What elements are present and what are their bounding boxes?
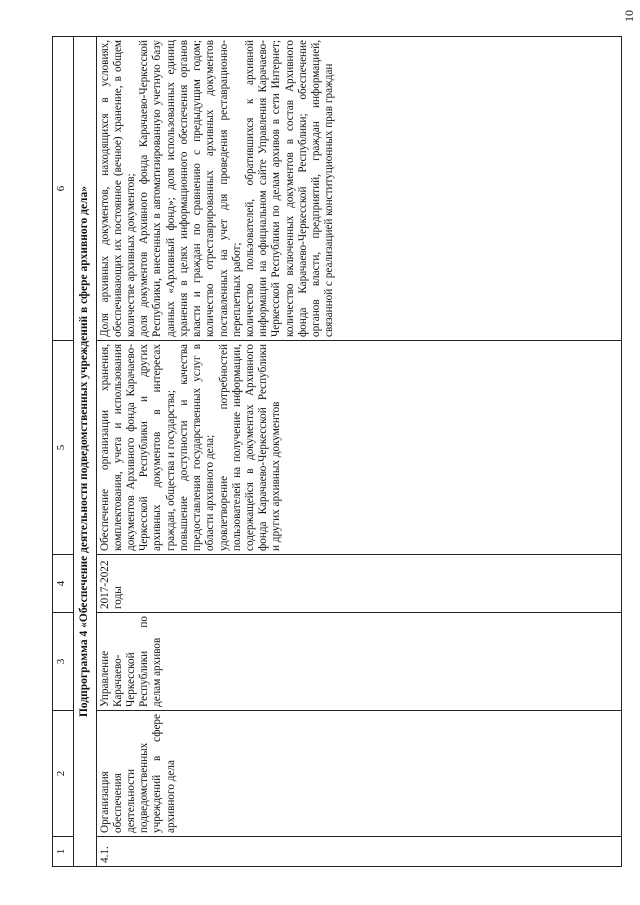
indicator-paragraph: количество пользователей, обратившихся к архивной информации на официальном сайте Управления Карачаево-Черкесской Республики по делам архивов в сети Интернет; количество включенных документов в состав Архивного фонда Карачаево-Черкесской Республики; обеспечение органов власти, предприятий, граждан информацией, связанной с реализацией конституционных прав граждан — [243, 40, 336, 337]
measure-name: Организация обеспечения деятельности подведомственных учреждений в сфере архивного дела — [96, 711, 621, 837]
expected-results — [96, 341, 621, 555]
column-number: 1 — [53, 837, 74, 867]
column-number: 6 — [53, 37, 74, 341]
rotated-page — [52, 37, 617, 867]
result-paragraph: удовлетворение потребностей пользователей на получение информации, содержащейся в документах Архивного фонда Карачаево-Черкесской Республики и других архивных документов — [217, 344, 283, 551]
indicator-paragraph: доля документов Архивного фонда Карачаево-Черкесской Республики, внесенных в автоматизированную учетную базу данных «Архивный фонд»; доля использованных единиц хранения в целях информационного обеспечения органов власти и граждан по сравнению с предыдущим годом; количество отреставрированных архивных документов поставленных на учет для проведения реставрационно-переплетных работ; — [138, 40, 243, 337]
result-paragraph: повышение доступности и качества предоставления государственных услуг в области архивного дела; — [177, 344, 217, 551]
section-row — [74, 37, 97, 867]
row-number: 4.1. — [96, 837, 621, 867]
table-row — [96, 37, 621, 867]
section-title: Подпрограмма 4 «Обеспечение деятельности подведомственных учреждений в сфере архивного дела» — [74, 37, 97, 867]
column-number: 5 — [53, 341, 74, 555]
column-number-row — [53, 37, 74, 867]
period: 2017-2022 годы — [96, 555, 621, 613]
indicator-paragraph: Доля архивных документов, находящихся в условиях, обеспечивающих их постоянное (вечное) хранение, в общем количестве архивных документов; — [98, 40, 137, 337]
column-number: 3 — [53, 613, 74, 711]
column-number: 4 — [53, 555, 74, 613]
indicators — [96, 37, 621, 341]
program-table — [52, 36, 622, 867]
column-number: 2 — [53, 711, 74, 837]
page-number: 10 — [622, 10, 636, 22]
executor: Управление Карачаево-Черкесской Республики по делам архивов — [96, 613, 621, 711]
result-paragraph: Обеспечение организации хранения, комплектования, учета и использования документов Архивного фонда Карачаево-Черкесской Республики и других архивных документов в интересах граждан, общества и государства; — [98, 344, 177, 551]
